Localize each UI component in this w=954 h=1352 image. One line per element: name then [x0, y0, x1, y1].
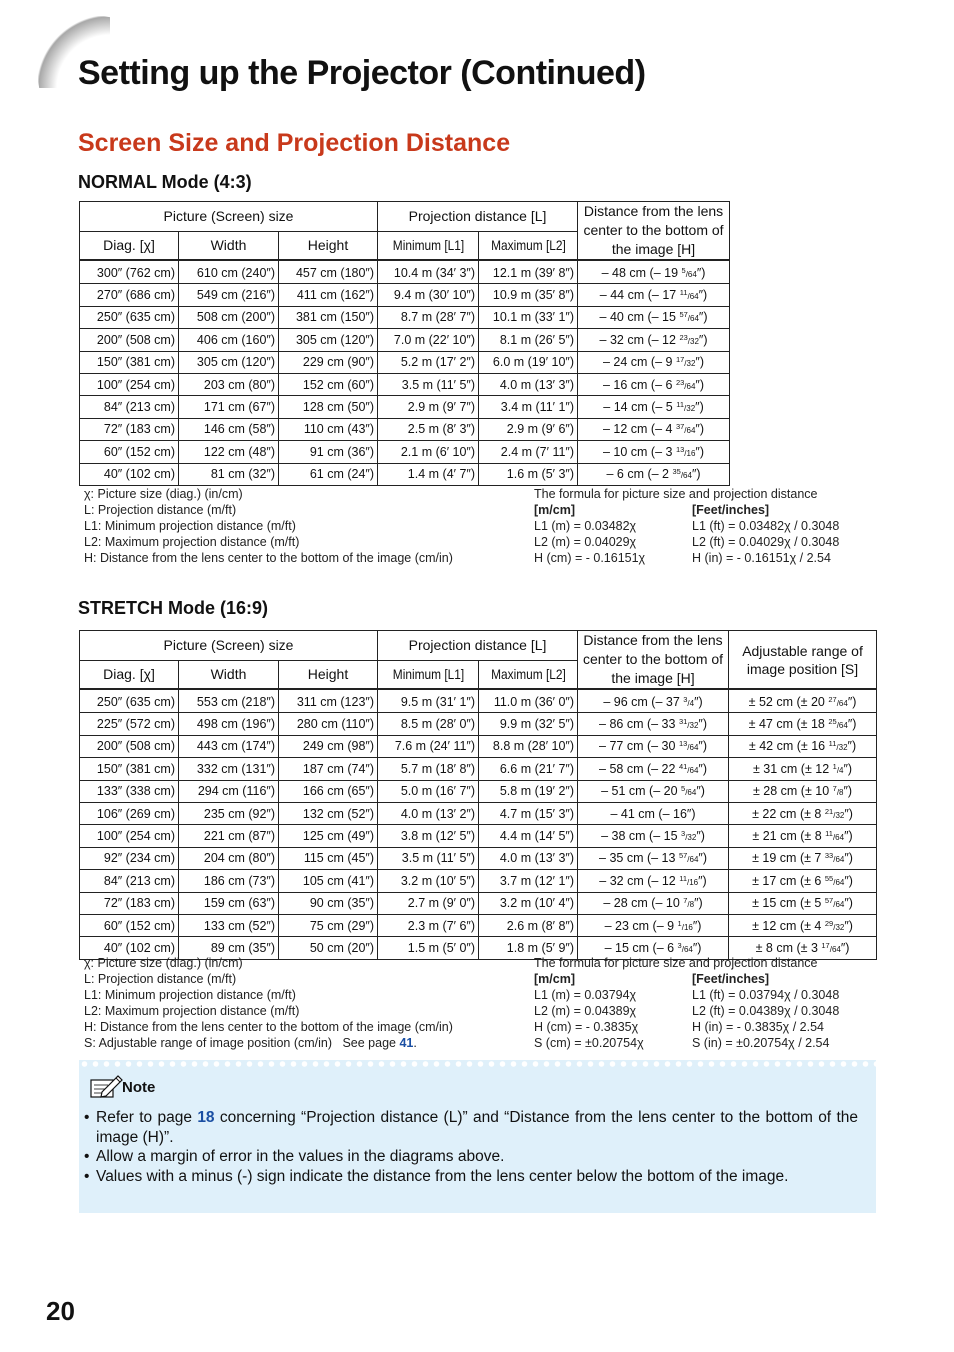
cell-height: 105 cm (41″) — [279, 870, 378, 892]
table-row — [80, 418, 730, 440]
cell-height: 75 cm (29″) — [279, 914, 378, 936]
cell-minimum: 5.0 m (16′ 7″) — [378, 780, 479, 802]
cell-minimum: 3.2 m (10′ 5″) — [378, 870, 479, 892]
stretch-legend — [84, 955, 453, 1051]
cell-diag: 72″ (183 cm) — [80, 892, 179, 914]
cell-distance-h: – 28 cm (– 10 $^7$/8″) — [578, 892, 729, 914]
cell-diag: 84″ (213 cm) — [80, 396, 179, 418]
note-title: Note — [122, 1078, 156, 1096]
cell-adjustable-s: ± 22 cm (± 8 $^{21}$/32″) — [729, 802, 877, 824]
cell-diag: 72″ (183 cm) — [80, 418, 179, 440]
cell-width: 235 cm (92″) — [179, 802, 279, 824]
cell-height: 125 cm (49″) — [279, 825, 378, 847]
cell-height: 61 cm (24″) — [279, 463, 378, 485]
table-row — [80, 825, 877, 847]
cell-maximum: 11.0 m (36′ 0″) — [479, 689, 578, 713]
normal-formula — [534, 486, 839, 566]
cell-maximum: 2.9 m (9′ 6″) — [479, 418, 578, 440]
cell-adjustable-s: ± 19 cm (± 7 $^{33}$/64″) — [729, 847, 877, 869]
table-row — [80, 306, 730, 328]
formula-title: The formula for picture size and projection distance — [534, 487, 818, 501]
stretch-formula — [534, 955, 839, 1051]
cell-distance-h: – 86 cm (– 33 $^{31}$/32″) — [578, 713, 729, 735]
header-distance-h: Distance from the lens center to the bottom of the image [H] — [578, 202, 730, 261]
cell-maximum: 6.6 m (21′ 7″) — [479, 758, 578, 780]
cell-width: 171 cm (67″) — [179, 396, 279, 418]
cell-width: 294 cm (116″) — [179, 780, 279, 802]
cell-diag: 200″ (508 cm) — [80, 329, 179, 351]
table-row — [80, 260, 730, 284]
header-diag: Diag. [χ] — [80, 660, 179, 689]
cell-diag: 100″ (254 cm) — [80, 825, 179, 847]
cell-width: 203 cm (80″) — [179, 373, 279, 395]
normal-legend — [84, 486, 453, 566]
cell-width: 498 cm (196″) — [179, 713, 279, 735]
table-row — [80, 847, 877, 869]
cell-width: 89 cm (35″) — [179, 937, 279, 959]
table-row — [80, 758, 877, 780]
stretch-mode-table — [79, 630, 877, 960]
cell-diag: 150″ (381 cm) — [80, 758, 179, 780]
cell-minimum: 7.0 m (22′ 10″) — [378, 329, 479, 351]
cell-diag: 200″ (508 cm) — [80, 735, 179, 757]
section-title: Screen Size and Projection Distance — [78, 129, 511, 157]
stretch-mode-title: STRETCH Mode (16:9) — [78, 598, 269, 618]
cell-diag: 270″ (686 cm) — [80, 284, 179, 306]
cell-minimum: 2.1 m (6′ 10″) — [378, 441, 479, 463]
cell-height: 457 cm (180″) — [279, 260, 378, 284]
cell-diag: 106″ (269 cm) — [80, 802, 179, 824]
table-row — [80, 735, 877, 757]
page-18-link[interactable]: 18 — [197, 1109, 215, 1126]
cell-height: 90 cm (35″) — [279, 892, 378, 914]
cell-maximum: 3.7 m (12′ 1″) — [479, 870, 578, 892]
cell-width: 549 cm (216″) — [179, 284, 279, 306]
cell-width: 81 cm (32″) — [179, 463, 279, 485]
cell-maximum: 8.1 m (26′ 5″) — [479, 329, 578, 351]
cell-adjustable-s: ± 42 cm (± 16 $^{11}$/32″) — [729, 735, 877, 757]
cell-maximum: 9.9 m (32′ 5″) — [479, 713, 578, 735]
cell-distance-h: – 24 cm (– 9 $^{17}$/32″) — [578, 351, 730, 373]
table-row — [80, 802, 877, 824]
cell-height: 50 cm (20″) — [279, 937, 378, 959]
note-list — [84, 1108, 858, 1186]
cell-distance-h: – 40 cm (– 15 $^{57}$/64″) — [578, 306, 730, 328]
cell-minimum: 3.8 m (12′ 5″) — [378, 825, 479, 847]
cell-maximum: 4.0 m (13′ 3″) — [479, 847, 578, 869]
header-height: Height — [279, 231, 378, 260]
formula-metric: L2 (m) = 0.04389χ — [534, 1004, 637, 1018]
table-row — [80, 329, 730, 351]
header-adjustable-range: Adjustable range of image position [S] — [729, 631, 877, 690]
formula-metric: L1 (m) = 0.03482χ — [534, 519, 637, 533]
legend-line: L2: Maximum projection distance (m/ft) — [84, 1004, 300, 1018]
cell-maximum: 4.0 m (13′ 3″) — [479, 373, 578, 395]
legend-line: L2: Maximum projection distance (m/ft) — [84, 535, 300, 549]
formula-imperial: L2 (ft) = 0.04029χ / 0.3048 — [692, 535, 840, 549]
formula-metric-header: [m/cm] — [534, 503, 575, 517]
page-title: Setting up the Projector (Continued) — [78, 54, 646, 92]
cell-minimum: 9.4 m (30′ 10″) — [378, 284, 479, 306]
cell-maximum: 4.4 m (14′ 5″) — [479, 825, 578, 847]
legend-line: H: Distance from the lens center to the bottom of the image (cm/in) — [84, 551, 453, 565]
cell-distance-h: – 15 cm (– 6 $^3$/64″) — [578, 937, 729, 959]
cell-minimum: 1.4 m (4′ 7″) — [378, 463, 479, 485]
header-width: Width — [179, 231, 279, 260]
legend-line: L: Projection distance (m/ft) — [84, 503, 237, 517]
formula-imperial-header: [Feet/inches] — [692, 503, 770, 517]
cell-minimum: 2.5 m (8′ 3″) — [378, 418, 479, 440]
cell-width: 406 cm (160″) — [179, 329, 279, 351]
formula-imperial: L1 (ft) = 0.03482χ / 0.3048 — [692, 519, 840, 533]
cell-width: 146 cm (58″) — [179, 418, 279, 440]
table-row — [80, 780, 877, 802]
header-width: Width — [179, 660, 279, 689]
page-number: 20 — [46, 1296, 75, 1326]
formula-imperial: S (in) = ±0.20754χ / 2.54 — [692, 1036, 830, 1050]
table-row — [80, 914, 877, 936]
cell-maximum: 10.9 m (35′ 8″) — [479, 284, 578, 306]
cell-height: 381 cm (150″) — [279, 306, 378, 328]
cell-width: 204 cm (80″) — [179, 847, 279, 869]
cell-diag: 60″ (152 cm) — [80, 914, 179, 936]
cell-adjustable-s: ± 15 cm (± 5 $^{57}$/64″) — [729, 892, 877, 914]
cell-width: 305 cm (120″) — [179, 351, 279, 373]
cell-distance-h: – 6 cm (– 2 $^{35}$/64″) — [578, 463, 730, 485]
cell-maximum: 3.2 m (10′ 4″) — [479, 892, 578, 914]
cell-width: 443 cm (174″) — [179, 735, 279, 757]
cell-minimum: 5.2 m (17′ 2″) — [378, 351, 479, 373]
cell-adjustable-s: ± 17 cm (± 6 $^{55}$/64″) — [729, 870, 877, 892]
formula-metric: L2 (m) = 0.04029χ — [534, 535, 637, 549]
header-maximum: Maximum [L2] — [486, 660, 570, 689]
cell-height: 187 cm (74″) — [279, 758, 378, 780]
table-row — [80, 689, 877, 713]
cell-distance-h: – 51 cm (– 20 $^5$/64″) — [578, 780, 729, 802]
cell-height: 132 cm (52″) — [279, 802, 378, 824]
cell-width: 122 cm (48″) — [179, 441, 279, 463]
header-height: Height — [279, 660, 378, 689]
cell-distance-h: – 12 cm (– 4 $^{37}$/64″) — [578, 418, 730, 440]
table-row — [80, 396, 730, 418]
cell-height: 229 cm (90″) — [279, 351, 378, 373]
legend-line: H: Distance from the lens center to the bottom of the image (cm/in) — [84, 1020, 453, 1034]
cell-minimum: 5.7 m (18′ 8″) — [378, 758, 479, 780]
cell-maximum: 4.7 m (15′ 3″) — [479, 802, 578, 824]
cell-distance-h: – 77 cm (– 30 $^{13}$/64″) — [578, 735, 729, 757]
header-picture-size: Picture (Screen) size — [80, 202, 378, 232]
cell-width: 133 cm (52″) — [179, 914, 279, 936]
table-row — [80, 892, 877, 914]
table-row — [80, 373, 730, 395]
cell-maximum: 1.6 m (5′ 3″) — [479, 463, 578, 485]
formula-title: The formula for picture size and projection distance — [534, 956, 818, 970]
cell-minimum: 4.0 m (13′ 2″) — [378, 802, 479, 824]
cell-minimum: 8.7 m (28′ 7″) — [378, 306, 479, 328]
cell-width: 610 cm (240″) — [179, 260, 279, 284]
cell-height: 411 cm (162″) — [279, 284, 378, 306]
cell-maximum: 3.4 m (11′ 1″) — [479, 396, 578, 418]
note-item: • Allow a margin of error in the values in the diagrams above. — [84, 1147, 858, 1167]
cell-diag: 60″ (152 cm) — [80, 441, 179, 463]
note-header — [88, 1072, 155, 1102]
cell-maximum: 12.1 m (39′ 8″) — [479, 260, 578, 284]
formula-metric: H (cm) = - 0.3835χ — [534, 1020, 639, 1034]
formula-imperial: H (in) = - 0.3835χ / 2.54 — [692, 1020, 824, 1034]
note-item-text: Refer to page — [96, 1109, 198, 1126]
cell-diag: 150″ (381 cm) — [80, 351, 179, 373]
cell-height: 249 cm (98″) — [279, 735, 378, 757]
cell-adjustable-s: ± 47 cm (± 18 $^{25}$/64″) — [729, 713, 877, 735]
cell-diag: 225″ (572 cm) — [80, 713, 179, 735]
cell-width: 332 cm (131″) — [179, 758, 279, 780]
formula-metric: L1 (m) = 0.03794χ — [534, 988, 637, 1002]
cell-minimum: 3.5 m (11′ 5″) — [378, 847, 479, 869]
legend-line: L1: Minimum projection distance (m/ft) — [84, 519, 296, 533]
cell-distance-h: – 32 cm (– 12 $^{23}$/32″) — [578, 329, 730, 351]
cell-width: 508 cm (200″) — [179, 306, 279, 328]
cell-maximum: 2.4 m (7′ 11″) — [479, 441, 578, 463]
cell-width: 159 cm (63″) — [179, 892, 279, 914]
pencil-note-icon — [88, 1072, 124, 1102]
cell-minimum: 2.9 m (9′ 7″) — [378, 396, 479, 418]
cell-distance-h: – 32 cm (– 12 $^{11}$/16″) — [578, 870, 729, 892]
table-row — [80, 284, 730, 306]
header-projection-distance: Projection distance [L] — [378, 631, 578, 661]
cell-distance-h: – 96 cm (– 37 $^3$/4″) — [578, 689, 729, 713]
legend-line: χ: Picture size (diag.) (in/cm) — [84, 956, 243, 970]
cell-distance-h: – 48 cm (– 19 $^5$/64″) — [578, 260, 730, 284]
cell-adjustable-s: ± 8 cm (± 3 $^{17}$/64″) — [729, 937, 877, 959]
cell-minimum: 7.6 m (24′ 11″) — [378, 735, 479, 757]
cell-height: 311 cm (123″) — [279, 689, 378, 713]
cell-minimum: 2.3 m (7′ 6″) — [378, 914, 479, 936]
cell-width: 186 cm (73″) — [179, 870, 279, 892]
cell-minimum: 9.5 m (31′ 1″) — [378, 689, 479, 713]
cell-minimum: 8.5 m (28′ 0″) — [378, 713, 479, 735]
cell-width: 221 cm (87″) — [179, 825, 279, 847]
cell-diag: 92″ (234 cm) — [80, 847, 179, 869]
cell-distance-h: – 44 cm (– 17 $^{11}$/64″) — [578, 284, 730, 306]
cell-height: 152 cm (60″) — [279, 373, 378, 395]
normal-mode-title: NORMAL Mode (4:3) — [78, 172, 252, 192]
formula-imperial: L1 (ft) = 0.03794χ / 0.3048 — [692, 988, 840, 1002]
legend-line: L: Projection distance (m/ft) — [84, 972, 237, 986]
header-minimum: Minimum [L1] — [385, 660, 471, 689]
header-maximum: Maximum [L2] — [486, 231, 570, 260]
normal-mode-table — [79, 201, 730, 486]
cell-diag: 250″ (635 cm) — [80, 689, 179, 713]
cell-height: 128 cm (50″) — [279, 396, 378, 418]
cell-distance-h: – 41 cm (– 16″) — [578, 802, 729, 824]
header-distance-h: Distance from the lens center to the bottom of the image [H] — [578, 631, 729, 690]
cell-maximum: 10.1 m (33′ 1″) — [479, 306, 578, 328]
cell-diag: 40″ (102 cm) — [80, 937, 179, 959]
cell-width: 553 cm (218″) — [179, 689, 279, 713]
cell-adjustable-s: ± 28 cm (± 10 $^7$/8″) — [729, 780, 877, 802]
cell-diag: 100″ (254 cm) — [80, 373, 179, 395]
cell-height: 166 cm (65″) — [279, 780, 378, 802]
legend-line-s — [84, 1035, 453, 1051]
cell-maximum: 5.8 m (19′ 2″) — [479, 780, 578, 802]
cell-distance-h: – 10 cm (– 3 $^{13}$/16″) — [578, 441, 730, 463]
cell-height: 115 cm (45″) — [279, 847, 378, 869]
note-item: • Values with a minus (-) sign indicate the distance from the lens center below the bottom of the image. — [84, 1167, 858, 1187]
formula-imperial: L2 (ft) = 0.04389χ / 0.3048 — [692, 1004, 840, 1018]
cell-distance-h: – 58 cm (– 22 $^{41}$/64″) — [578, 758, 729, 780]
note-item — [84, 1108, 858, 1147]
formula-imperial-header: [Feet/inches] — [692, 972, 770, 986]
cell-height: 305 cm (120″) — [279, 329, 378, 351]
formula-imperial: H (in) = - 0.16151χ / 2.54 — [692, 551, 831, 565]
legend-line: χ: Picture size (diag.) (in/cm) — [84, 487, 243, 501]
table-row — [80, 351, 730, 373]
cell-height: 91 cm (36″) — [279, 441, 378, 463]
table-row — [80, 713, 877, 735]
header-diag: Diag. [χ] — [80, 231, 179, 260]
cell-height: 280 cm (110″) — [279, 713, 378, 735]
cell-distance-h: – 35 cm (– 13 $^{57}$/64″) — [578, 847, 729, 869]
cell-minimum: 3.5 m (11′ 5″) — [378, 373, 479, 395]
header-projection-distance: Projection distance [L] — [378, 202, 578, 232]
table-row — [80, 441, 730, 463]
header-picture-size: Picture (Screen) size — [80, 631, 378, 661]
legend-s-text: S: Adjustable range of image position (cm/in) See page — [84, 1036, 400, 1050]
table-row — [80, 463, 730, 485]
formula-metric: S (cm) = ±0.20754χ — [534, 1036, 644, 1050]
cell-maximum: 8.8 m (28′ 10″) — [479, 735, 578, 757]
cell-diag: 250″ (635 cm) — [80, 306, 179, 328]
cell-adjustable-s: ± 31 cm (± 12 $^1$/4″) — [729, 758, 877, 780]
cell-maximum: 2.6 m (8′ 8″) — [479, 914, 578, 936]
cell-minimum: 1.5 m (5′ 0″) — [378, 937, 479, 959]
cell-adjustable-s: ± 21 cm (± 8 $^{11}$/64″) — [729, 825, 877, 847]
cell-maximum: 1.8 m (5′ 9″) — [479, 937, 578, 959]
cell-adjustable-s: ± 52 cm (± 20 $^{27}$/64″) — [729, 689, 877, 713]
note-item-text: concerning “Projection distance (L)” and “Distance from the lens center to the bottom of the image (H)”. — [96, 1109, 858, 1146]
header-minimum: Minimum [L1] — [385, 231, 471, 260]
cell-adjustable-s: ± 12 cm (± 4 $^{29}$/32″) — [729, 914, 877, 936]
cell-diag: 40″ (102 cm) — [80, 463, 179, 485]
legend-s-tail: . — [413, 1036, 417, 1050]
table-row — [80, 870, 877, 892]
cell-distance-h: – 16 cm (– 6 $^{23}$/64″) — [578, 373, 730, 395]
note-dotted-border — [79, 1060, 876, 1068]
formula-metric-header: [m/cm] — [534, 972, 575, 986]
cell-distance-h: – 38 cm (– 15 $^3$/32″) — [578, 825, 729, 847]
cell-diag: 133″ (338 cm) — [80, 780, 179, 802]
cell-diag: 300″ (762 cm) — [80, 260, 179, 284]
formula-metric: H (cm) = - 0.16151χ — [534, 551, 646, 565]
cell-minimum: 2.7 m (9′ 0″) — [378, 892, 479, 914]
cell-minimum: 10.4 m (34′ 3″) — [378, 260, 479, 284]
cell-height: 110 cm (43″) — [279, 418, 378, 440]
page-41-link[interactable]: 41 — [399, 1036, 414, 1050]
cell-maximum: 6.0 m (19′ 10″) — [479, 351, 578, 373]
legend-line: L1: Minimum projection distance (m/ft) — [84, 988, 296, 1002]
cell-distance-h: – 14 cm (– 5 $^{11}$/32″) — [578, 396, 730, 418]
cell-diag: 84″ (213 cm) — [80, 870, 179, 892]
cell-distance-h: – 23 cm (– 9 $^1$/16″) — [578, 914, 729, 936]
